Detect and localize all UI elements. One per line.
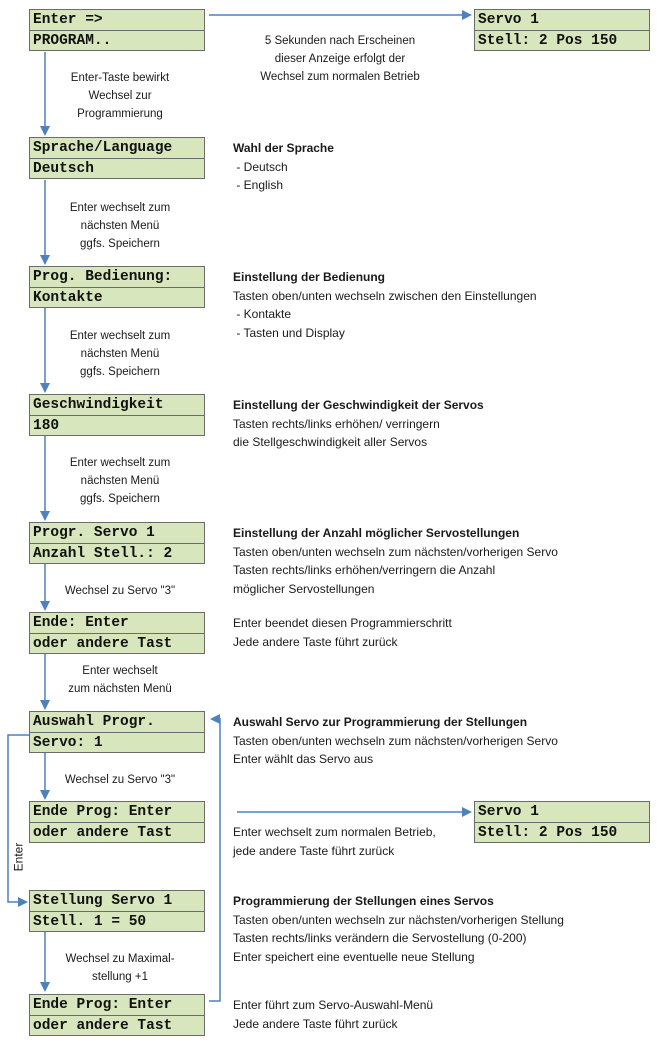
desc-prog-servo: Einstellung der Anzahl möglicher Servostellungen Tasten oben/unten wechseln zum nächsten/vorherigen Servo Tasten rechts/links erhöhen/verringern die Anzahl möglicher Servostellungen bbox=[233, 526, 558, 596]
lcd-stellung: Stellung Servo 1 Stell. 1 = 50 bbox=[29, 890, 205, 932]
desc-geschwindigkeit: Einstellung der Geschwindigkeit der Servos Tasten rechts/links erhöhen/ verringern die Stellgeschwindigkeit aller Servos bbox=[233, 398, 484, 449]
note-wechsel-servo-2: Wechsel zu Servo "3" bbox=[64, 774, 176, 786]
lcd-bedienung: Prog. Bedienung: Kontakte bbox=[29, 266, 205, 308]
note-enter-vertical: Enter bbox=[11, 842, 26, 872]
lcd-sprache: Sprache/Language Deutsch bbox=[29, 137, 205, 179]
note-menu-1: Enter wechselt zum nächsten Menü ggfs. Speichern bbox=[69, 202, 171, 250]
desc-bedienung: Einstellung der Bedienung Tasten oben/unten wechseln zwischen den Einstellungen - Kontakte - Tasten und Display bbox=[233, 270, 537, 340]
note-menu-4: Enter wechselt zum nächsten Menü bbox=[68, 665, 172, 695]
lcd-servo-normal-top: Servo 1 Stell: 2 Pos 150 bbox=[474, 9, 650, 51]
note-enter-taste: Enter-Taste bewirkt Wechsel zur Programmierung bbox=[70, 72, 170, 120]
desc-ende-3: Enter führt zum Servo-Auswahl-Menü Jede andere Taste führt zurück bbox=[233, 998, 434, 1031]
desc-ende-2: Enter wechselt zum normalen Betrieb, jede andere Taste führt zurück bbox=[233, 825, 436, 858]
lcd-servo-normal-mid: Servo 1 Stell: 2 Pos 150 bbox=[474, 801, 650, 843]
note-top-right: 5 Sekunden nach Erscheinen dieser Anzeige erfolgt der Wechsel zum normalen Betrieb bbox=[260, 35, 420, 83]
note-menu-2: Enter wechselt zum nächsten Menü ggfs. Speichern bbox=[69, 330, 171, 378]
lcd-prog-servo: Progr. Servo 1 Anzahl Stell.: 2 bbox=[29, 522, 205, 564]
lcd-start: Enter => PROGRAM.. bbox=[29, 9, 205, 51]
note-wechsel-servo-1: Wechsel zu Servo "3" bbox=[64, 585, 176, 597]
note-menu-3: Enter wechselt zum nächsten Menü ggfs. Speichern bbox=[69, 457, 171, 505]
desc-ende-1: Enter beendet diesen Programmierschritt Jede andere Taste führt zurück bbox=[233, 616, 452, 649]
lcd-geschwindigkeit: Geschwindigkeit 180 bbox=[29, 394, 205, 436]
lcd-ende-1: Ende: Enter oder andere Tast bbox=[29, 612, 205, 654]
arrow-ende3-to-auswahl bbox=[209, 719, 220, 1001]
arrow-auswahl-to-stellung bbox=[8, 735, 30, 902]
lcd-ende-2: Ende Prog: Enter oder andere Tast bbox=[29, 801, 205, 843]
lcd-auswahl: Auswahl Progr. Servo: 1 bbox=[29, 711, 205, 753]
desc-stellung: Programmierung der Stellungen eines Servos Tasten oben/unten wechseln zur nächsten/vorherigen Stellung Tasten rechts/links verändern die Servostellung (0-200) Enter speichert eine eventuelle neue Stellung bbox=[233, 894, 564, 964]
desc-sprache: Wahl der Sprache - Deutsch - English bbox=[233, 141, 334, 192]
note-maximal: Wechsel zu Maximal- stellung +1 bbox=[65, 953, 175, 983]
lcd-ende-3: Ende Prog: Enter oder andere Tast bbox=[29, 994, 205, 1036]
desc-auswahl: Auswahl Servo zur Programmierung der Stellungen Tasten oben/unten wechseln zum nächsten/vorherigen Servo Enter wählt das Servo aus bbox=[233, 715, 558, 766]
